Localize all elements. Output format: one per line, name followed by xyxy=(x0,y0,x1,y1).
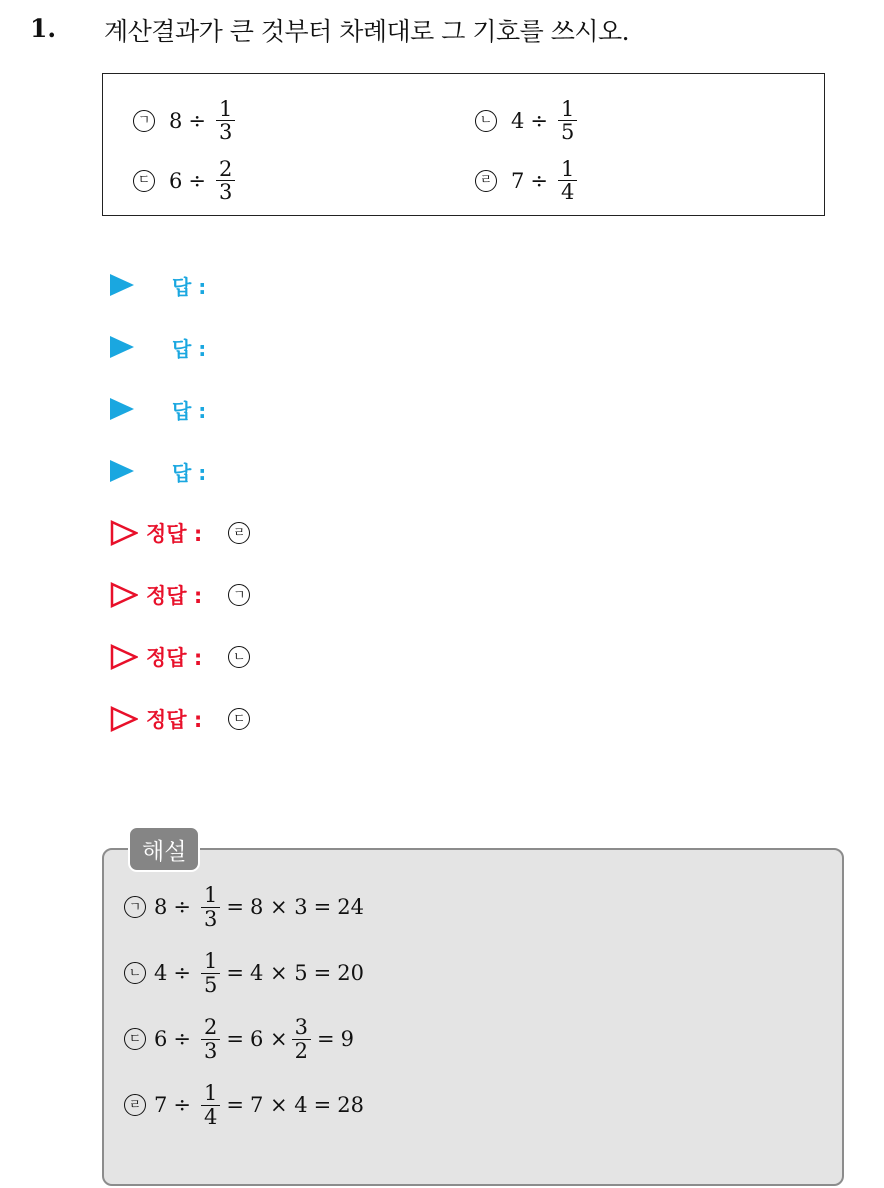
equals-sign: = xyxy=(313,961,332,985)
denominator: 4 xyxy=(203,1104,218,1129)
divide-sign: ÷ xyxy=(188,168,206,193)
numerator: 3 xyxy=(292,1016,311,1039)
numerator: 1 xyxy=(558,98,577,121)
product-expression: 4 × 5 xyxy=(249,961,308,985)
solution-line xyxy=(124,940,364,1006)
dividend: 6 xyxy=(154,1027,168,1051)
outline-triangle-icon xyxy=(110,520,138,546)
play-triangle-icon xyxy=(110,398,134,420)
correct-symbol: ㄹ xyxy=(228,522,250,544)
divide-sign: ÷ xyxy=(173,1027,191,1051)
correct-symbol: ㄴ xyxy=(228,646,250,668)
solution-symbol: ㄷ xyxy=(124,1028,146,1050)
denominator: 3 xyxy=(218,180,233,205)
equals-sign: = xyxy=(226,895,244,919)
fraction xyxy=(558,98,577,143)
choice-whole: 8 xyxy=(169,108,183,133)
answer-label: 답 : xyxy=(172,274,207,299)
fraction xyxy=(201,1016,220,1061)
numerator: 2 xyxy=(216,158,235,181)
choice-item xyxy=(133,98,235,143)
question-text: 계산결과가 큰 것부터 차례대로 그 기호를 쓰시오. xyxy=(104,17,630,46)
choice-symbol: ㄷ xyxy=(133,170,155,192)
play-triangle-icon xyxy=(110,274,134,296)
choice-item xyxy=(133,158,235,203)
equals-sign: = xyxy=(316,1027,335,1051)
choice-whole: 4 xyxy=(511,108,525,133)
dividend: 8 xyxy=(154,895,168,919)
result-value: 28 xyxy=(337,1093,364,1117)
answer-label: 답 : xyxy=(172,336,207,361)
correct-label: 정답 : xyxy=(146,522,203,546)
equals-sign: = xyxy=(226,961,244,985)
correct-symbol: ㄱ xyxy=(228,584,250,606)
correct-row xyxy=(110,513,264,553)
equals-sign: = xyxy=(226,1027,244,1051)
fraction xyxy=(201,950,220,995)
correct-row xyxy=(110,699,264,739)
correct-label: 정답 : xyxy=(146,646,203,670)
divide-sign: ÷ xyxy=(188,108,206,133)
solution-line xyxy=(124,1072,364,1138)
choices-box xyxy=(102,73,825,216)
answer-label: 답 : xyxy=(172,460,207,485)
answer-rows xyxy=(110,265,264,739)
outline-triangle-icon xyxy=(110,706,138,732)
explanation-lines xyxy=(124,874,364,1138)
choice-whole: 6 xyxy=(169,168,183,193)
fraction xyxy=(201,884,220,929)
solution-line xyxy=(124,874,364,940)
correct-row xyxy=(110,575,264,615)
divide-sign: ÷ xyxy=(173,1093,191,1117)
choice-symbol: ㄴ xyxy=(475,110,497,132)
play-triangle-icon xyxy=(110,460,134,482)
solution-symbol: ㄴ xyxy=(124,962,146,984)
choice-whole: 7 xyxy=(511,168,525,193)
choice-item xyxy=(475,98,577,143)
product-expression: 8 × 3 xyxy=(249,895,308,919)
denominator: 3 xyxy=(203,1038,218,1063)
denominator: 3 xyxy=(203,906,218,931)
answer-row xyxy=(110,327,264,367)
explanation-panel xyxy=(102,848,844,1186)
denominator: 3 xyxy=(218,120,233,145)
fraction xyxy=(216,158,235,203)
denominator: 5 xyxy=(560,120,575,145)
correct-label: 정답 : xyxy=(146,584,203,608)
result-value: 24 xyxy=(337,895,364,919)
question-number: 1. xyxy=(30,14,57,43)
play-triangle-icon xyxy=(110,336,134,358)
correct-symbol: ㄷ xyxy=(228,708,250,730)
solution-line xyxy=(124,1006,364,1072)
numerator: 1 xyxy=(201,1082,220,1105)
equals-sign: = xyxy=(313,1093,332,1117)
numerator: 1 xyxy=(216,98,235,121)
denominator: 2 xyxy=(294,1038,308,1063)
numerator: 1 xyxy=(558,158,577,181)
divide-sign: ÷ xyxy=(530,108,548,133)
denominator: 4 xyxy=(560,180,575,205)
divide-sign: ÷ xyxy=(173,895,191,919)
solution-symbol: ㄱ xyxy=(124,896,146,918)
denominator: 5 xyxy=(203,972,218,997)
divide-sign: ÷ xyxy=(530,168,548,193)
answer-row xyxy=(110,389,264,429)
solution-symbol: ㄹ xyxy=(124,1094,146,1116)
choice-item xyxy=(475,158,577,203)
answer-row xyxy=(110,451,264,491)
numerator: 1 xyxy=(201,950,220,973)
numerator: 1 xyxy=(201,884,220,907)
result-value: 9 xyxy=(340,1027,354,1051)
product-expression: 6 × xyxy=(249,1027,288,1051)
equals-sign: = xyxy=(313,895,332,919)
correct-row xyxy=(110,637,264,677)
explanation-tag: 해설 xyxy=(128,826,200,872)
choice-symbol: ㄹ xyxy=(475,170,497,192)
fraction xyxy=(292,1016,311,1061)
divide-sign: ÷ xyxy=(173,961,191,985)
correct-label: 정답 : xyxy=(146,708,203,732)
outline-triangle-icon xyxy=(110,644,138,670)
equals-sign: = xyxy=(226,1093,244,1117)
dividend: 4 xyxy=(154,961,168,985)
answer-label: 답 : xyxy=(172,398,207,423)
outline-triangle-icon xyxy=(110,582,138,608)
fraction xyxy=(201,1082,220,1127)
fraction xyxy=(558,158,577,203)
product-expression: 7 × 4 xyxy=(249,1093,308,1117)
numerator: 2 xyxy=(201,1016,220,1039)
fraction xyxy=(216,98,235,143)
dividend: 7 xyxy=(154,1093,168,1117)
answer-row xyxy=(110,265,264,305)
result-value: 20 xyxy=(337,961,364,985)
choice-symbol: ㄱ xyxy=(133,110,155,132)
